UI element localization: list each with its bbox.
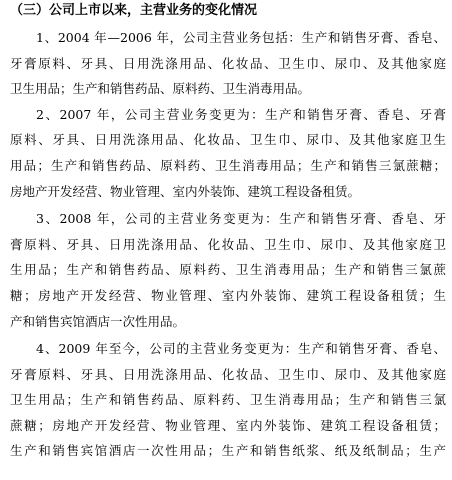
paragraph-3-line-3: 生用品；生产和销售药品、原料药、卫生消毒用品；生产和销售三氯蔗 [10,262,446,277]
paragraph-3-line-1: 3、2008 年，公司的主营业务变更为：生产和销售牙膏、香皂、牙 [36,211,446,226]
paragraph-3-line-2: 膏原料、牙具、日用洗涤用品、化妆品、卫生巾、尿巾、及其他家庭卫 [10,237,446,252]
paragraph-3-line-5: 产和销售宾馆酒店一次性用品。 [10,314,186,329]
section-heading: （三）公司上市以来，主营业务的变化情况 [10,3,258,18]
paragraph-2-line-4: 房地产开发经营、物业管理、室内外装饰、建筑工程设备租赁。 [10,184,361,199]
paragraph-1-line-1: 1、2004 年—2006 年，公司主营业务包括：生产和销售牙膏、香皂、 [36,30,446,45]
paragraph-4-line-4: 蔗糖；房地产开发经营、物业管理、室内外装饰、建筑工程设备租赁； [10,418,446,433]
paragraph-2-line-2: 原料、牙具、日用洗涤用品、化妆品、卫生巾、尿巾、及其他家庭卫生 [10,132,446,147]
paragraph-2-line-3: 用品；生产和销售药品、原料药、卫生消毒用品；生产和销售三氯蔗糖； [10,158,446,173]
paragraph-4-line-2: 牙膏原料、牙具、日用洗涤用品、化妆品、卫生巾、尿巾、及其他家庭 [10,367,446,382]
paragraph-2-line-1: 2、2007 年，公司主营业务变更为：生产和销售牙膏、香皂、牙膏 [36,107,446,122]
paragraph-1-line-3: 卫生用品；生产和销售药品、原料药、卫生消毒用品。 [10,81,311,96]
paragraph-3-line-4: 糖；房地产开发经营、物业管理、室内外装饰、建筑工程设备租赁；生 [10,288,446,303]
paragraph-4-line-3: 卫生用品；生产和销售药品、原料药、卫生消毒用品；生产和销售三氯 [10,392,446,407]
paragraph-4-line-5: 生产和销售宾馆酒店一次性用品；生产和销售纸浆、纸及纸制品；生产 [10,443,446,458]
paragraph-4-line-1: 4、2009 年至今，公司的主营业务变更为：生产和销售牙膏、香皂、 [36,341,446,356]
paragraph-1-line-2: 牙膏原料、牙具、日用洗涤用品、化妆品、卫生巾、尿巾、及其他家庭 [10,56,446,71]
